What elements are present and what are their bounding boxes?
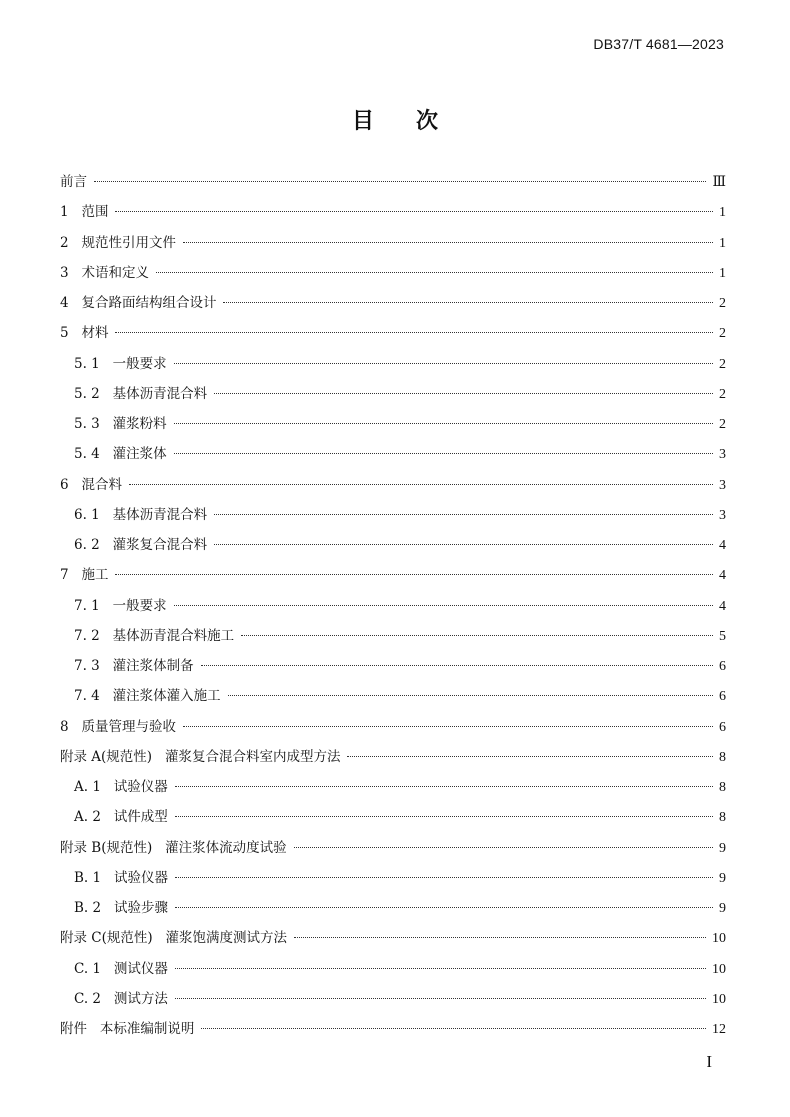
- dot-leader: [175, 877, 713, 878]
- toc-entry-label: 灌浆复合混合料: [112, 537, 208, 553]
- dot-leader: [94, 181, 706, 182]
- toc-entry[interactable]: [60, 591, 726, 621]
- toc-entry[interactable]: [60, 379, 726, 409]
- toc-entry-label: 复合路面结构组合设计: [81, 295, 217, 311]
- toc-entry-label: 一般要求: [112, 597, 167, 614]
- toc-entry-number: 7. 2: [74, 627, 113, 644]
- toc-entry-page: 6: [719, 719, 726, 735]
- toc-entry-label: 附件 本标准编制说明: [60, 1021, 195, 1037]
- toc-entry[interactable]: [60, 984, 726, 1014]
- toc-entry-label: 术语和定义: [81, 264, 149, 281]
- toc-entry[interactable]: [60, 802, 726, 832]
- dot-leader: [294, 937, 706, 938]
- toc-entry-number: 7. 4: [74, 688, 113, 705]
- dot-leader: [174, 605, 713, 606]
- dot-leader: [294, 847, 713, 848]
- dot-leader: [241, 635, 713, 636]
- toc-entry-number: 3: [60, 264, 82, 281]
- toc-entry-number: 6: [60, 476, 82, 493]
- toc-entry-label: 施工: [81, 567, 109, 584]
- toc-entry-label: 规范性引用文件: [81, 234, 176, 251]
- document-code: DB37/T 4681—2023: [593, 36, 724, 52]
- toc-entry[interactable]: [60, 833, 726, 863]
- toc-entry-label: 试验步骤: [113, 900, 168, 916]
- toc-entry-label: 混合料: [81, 476, 122, 493]
- toc-entry-label: 一般要求: [112, 355, 167, 372]
- dot-leader: [214, 514, 713, 515]
- toc-entry-number: 7: [60, 567, 82, 584]
- toc-entry-label: 附录 B(规范性) 灌注浆体流动度试验: [60, 839, 287, 856]
- toc-entry-page: 2: [719, 326, 726, 342]
- toc-entry-number: 8: [60, 718, 82, 735]
- toc-entry-number: 6. 1: [74, 506, 113, 523]
- page-number: I: [706, 1052, 712, 1071]
- toc-entry-page: 10: [712, 961, 726, 977]
- toc-entry-page: 10: [712, 931, 726, 947]
- toc-entry[interactable]: [60, 258, 726, 288]
- dot-leader: [175, 968, 706, 969]
- toc-entry-number: A. 2: [74, 809, 114, 826]
- dot-leader: [347, 756, 713, 757]
- toc-entry-page: 6: [719, 689, 726, 705]
- dot-leader: [201, 665, 713, 666]
- dot-leader: [175, 816, 713, 817]
- toc-entry-page: 2: [719, 356, 726, 372]
- toc-entry-label: 附录 C(规范性) 灌浆饱满度测试方法: [60, 930, 288, 947]
- toc-entry-label: 灌注浆体: [112, 446, 167, 463]
- toc-entry[interactable]: [60, 923, 726, 953]
- toc-entry[interactable]: [60, 742, 726, 772]
- toc-entry-number: C. 1: [74, 960, 114, 977]
- dot-leader: [174, 423, 713, 424]
- toc-entry-label: 试件成型: [113, 809, 168, 826]
- toc-entry-page: 4: [719, 568, 726, 584]
- toc-entry-page: 3: [719, 447, 726, 463]
- dot-leader: [115, 332, 713, 333]
- toc-entry-number: 5. 2: [74, 385, 113, 402]
- toc-entry-page: 6: [719, 659, 726, 674]
- toc-entry-label: 基体沥青混合料施工: [112, 627, 235, 644]
- toc-entry[interactable]: [60, 409, 726, 439]
- toc-entry-label: 材料: [81, 325, 109, 342]
- toc-entry-label: 灌注浆体灌入施工: [112, 688, 221, 705]
- dot-leader: [214, 393, 713, 394]
- dot-leader: [115, 574, 713, 575]
- toc-entry-number: 5: [60, 325, 82, 342]
- toc-entry[interactable]: [60, 167, 726, 197]
- toc-entry-page: 1: [719, 235, 726, 251]
- toc-entry-label: 范围: [81, 204, 109, 221]
- dot-leader: [175, 998, 706, 999]
- toc-entry[interactable]: [60, 288, 726, 318]
- toc-entry[interactable]: [60, 651, 726, 681]
- toc-entry[interactable]: [60, 1014, 726, 1044]
- toc-entry-number: 4: [60, 295, 82, 311]
- toc-entry-page: 1: [719, 205, 726, 221]
- dot-leader: [174, 363, 713, 364]
- toc-entry[interactable]: [60, 500, 726, 530]
- dot-leader: [223, 302, 713, 303]
- toc-entry-label: 测试方法: [113, 990, 168, 1007]
- toc-entry-page: 12: [712, 1022, 726, 1037]
- toc-entry-page: 3: [719, 477, 726, 493]
- toc-entry-page: 3: [719, 507, 726, 523]
- toc-entry-number: B. 1: [74, 869, 114, 886]
- toc-entry-label: 质量管理与验收: [81, 718, 176, 735]
- toc-entry[interactable]: [60, 772, 726, 802]
- toc-entry[interactable]: [60, 863, 726, 893]
- toc-entry-page: 9: [719, 901, 726, 916]
- toc-entry-page: 2: [719, 386, 726, 402]
- toc-entry-number: C. 2: [74, 990, 114, 1007]
- dot-leader: [174, 453, 713, 454]
- toc-entry[interactable]: [60, 681, 726, 711]
- toc-entry-label: 前言: [60, 174, 87, 190]
- toc-entry-label: 试验仪器: [113, 779, 168, 795]
- page-title-part-2: 次: [416, 109, 439, 134]
- toc-entry-page: 5: [719, 628, 726, 644]
- toc-entry-page: 9: [719, 870, 726, 886]
- toc-entry-number: 5. 3: [74, 416, 113, 432]
- toc-entry[interactable]: [60, 318, 726, 348]
- toc-entry-page: 9: [719, 840, 726, 856]
- toc-entry[interactable]: [60, 197, 726, 227]
- toc-entry-label: 灌浆粉料: [112, 416, 167, 432]
- toc-entry-page: 2: [719, 417, 726, 432]
- dot-leader: [201, 1028, 706, 1029]
- dot-leader: [175, 907, 713, 908]
- toc-entry[interactable]: [60, 712, 726, 742]
- dot-leader: [156, 272, 713, 273]
- toc-entry-page: 1: [719, 265, 726, 281]
- toc-entry[interactable]: [60, 893, 726, 923]
- toc-entry-page: 8: [719, 780, 726, 795]
- toc-entry-label: 基体沥青混合料: [112, 385, 208, 402]
- dot-leader: [129, 484, 713, 485]
- toc-entry-label: 附录 A(规范性) 灌浆复合混合料室内成型方法: [60, 748, 341, 765]
- toc-entry-number: 1: [60, 204, 82, 221]
- toc-entry-number: 7. 3: [74, 658, 113, 674]
- dot-leader: [175, 786, 713, 787]
- toc-entry-label: 测试仪器: [113, 960, 168, 977]
- toc-entry-label: 试验仪器: [113, 869, 168, 886]
- dot-leader: [183, 726, 713, 727]
- toc-entry-number: A. 1: [74, 779, 114, 795]
- toc-entry-page: Ⅲ: [712, 175, 726, 190]
- toc-entry-page: 10: [712, 991, 726, 1007]
- page-title-part-1: 目: [351, 109, 374, 134]
- dot-leader: [228, 695, 713, 696]
- toc-entry[interactable]: [60, 530, 726, 560]
- toc-entry-label: 基体沥青混合料: [112, 506, 208, 523]
- toc-entry-page: 2: [719, 296, 726, 311]
- toc-entry-page: 4: [719, 598, 726, 614]
- dot-leader: [183, 242, 713, 243]
- toc-entry-page: 8: [719, 749, 726, 765]
- toc-entry-page: 4: [719, 538, 726, 553]
- toc-entry-number: B. 2: [74, 900, 114, 916]
- page-title: [0, 104, 790, 135]
- toc-entry-number: 6. 2: [74, 537, 113, 553]
- dot-leader: [115, 211, 713, 212]
- toc-entry[interactable]: [60, 954, 726, 984]
- toc-entry-number: 5. 1: [74, 355, 113, 372]
- toc-entry-number: 5. 4: [74, 446, 113, 463]
- dot-leader: [214, 544, 713, 545]
- toc-entry-label: 灌注浆体制备: [112, 658, 194, 674]
- toc-entry[interactable]: [60, 439, 726, 469]
- table-of-contents: [60, 167, 726, 1044]
- toc-entry[interactable]: [60, 560, 726, 590]
- toc-entry[interactable]: [60, 621, 726, 651]
- toc-entry[interactable]: [60, 349, 726, 379]
- toc-entry[interactable]: [60, 228, 726, 258]
- toc-entry-number: 7. 1: [74, 597, 113, 614]
- toc-entry-number: 2: [60, 234, 82, 251]
- toc-entry-page: 8: [719, 810, 726, 826]
- toc-entry[interactable]: [60, 470, 726, 500]
